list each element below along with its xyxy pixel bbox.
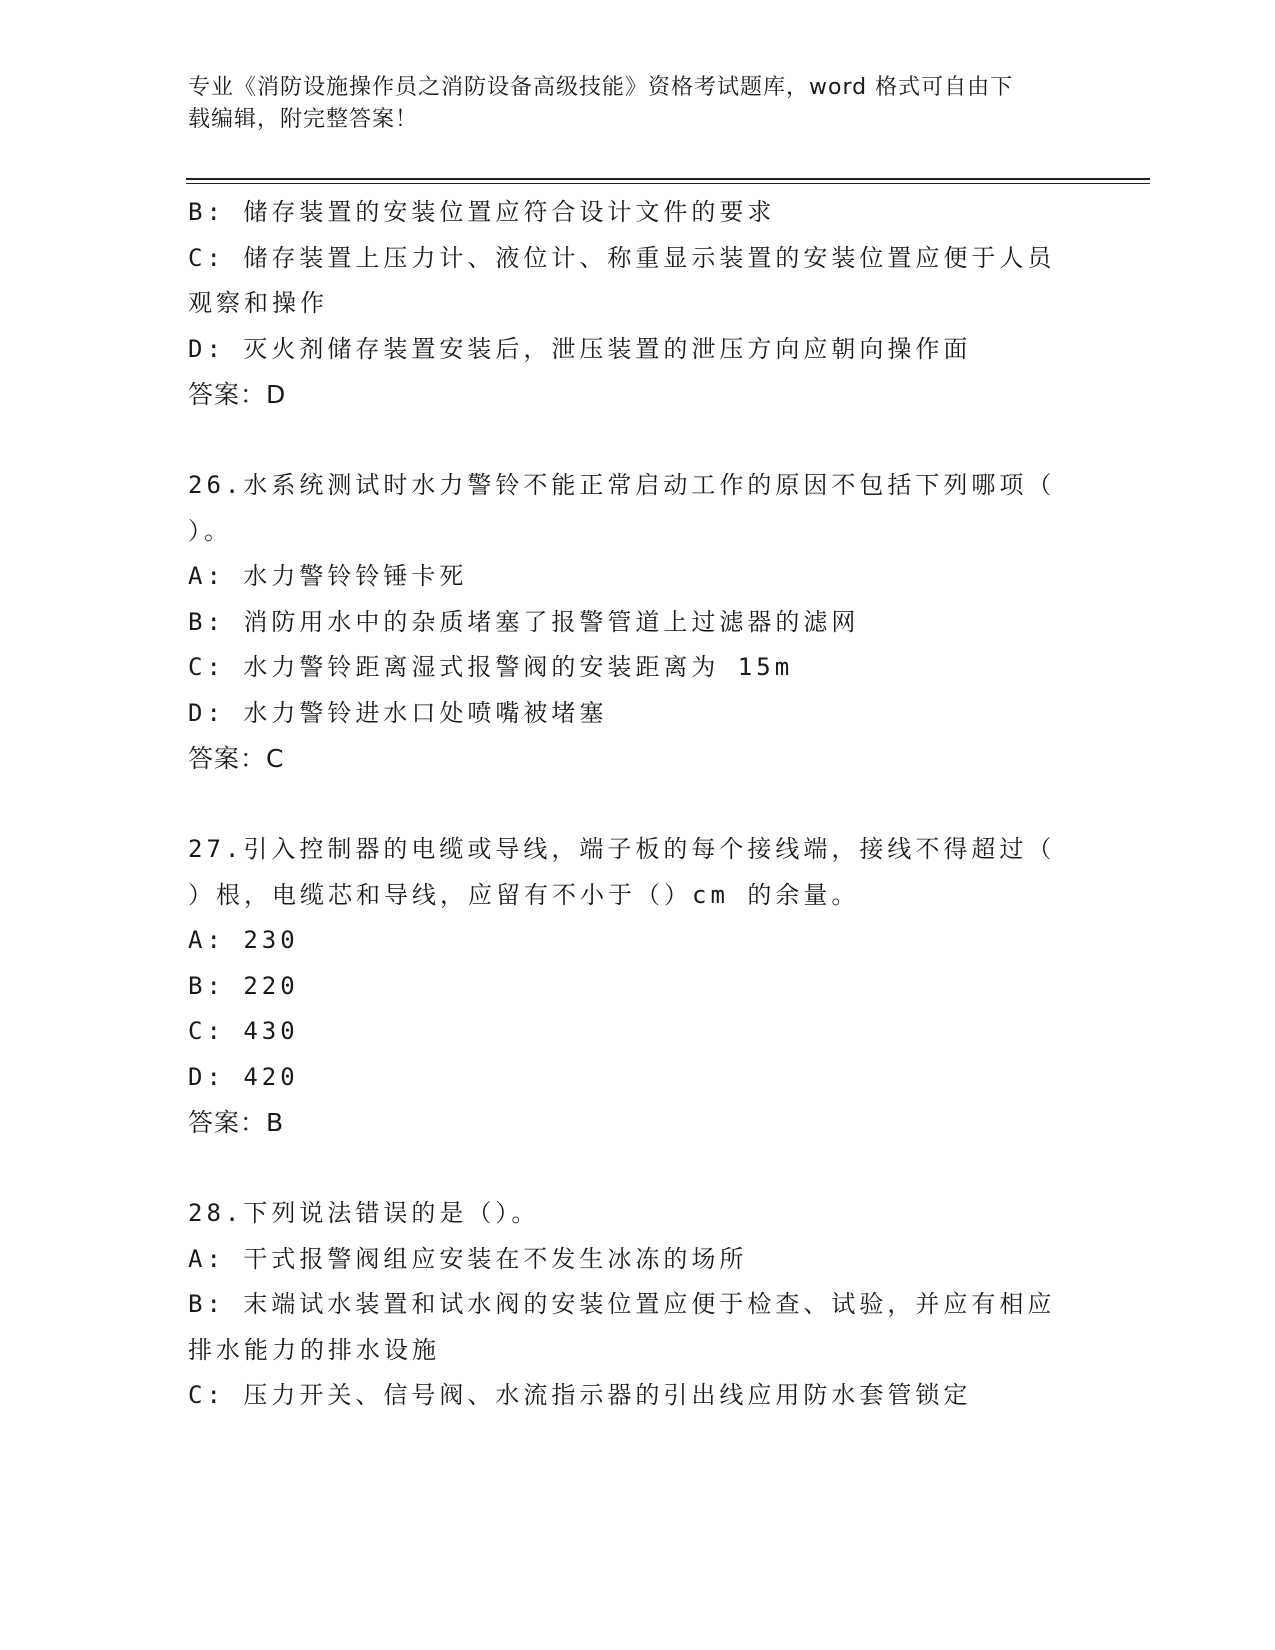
answer: 答案：B — [188, 1108, 285, 1137]
option-d: D: 灭火剂储存装置安装后，泄压装置的泄压方向应朝向操作面 — [188, 334, 972, 363]
option-b-line-1: B: 末端试水装置和试水阀的安装位置应便于检查、试验，并应有相应 — [188, 1290, 1056, 1318]
option-c-line-2: 观察和操作 — [188, 289, 328, 317]
question-26 — [188, 463, 1068, 782]
question-28 — [188, 1191, 1068, 1419]
answer: 答案：D — [188, 380, 287, 409]
option-b: B: 220 — [188, 971, 299, 1000]
option-a: A: 230 — [188, 926, 299, 954]
document-header — [188, 72, 1068, 136]
option-c: C: 压力开关、信号阀、水流指示器的引出线应用防水套管锁定 — [188, 1381, 972, 1409]
option-a: A: 干式报警阀组应安装在不发生冰冻的场所 — [188, 1244, 748, 1273]
option-d: D: 水力警铃进水口处喷嘴被堵塞 — [188, 698, 608, 727]
header-divider-bottom — [186, 183, 1150, 184]
question-content — [188, 190, 1068, 1419]
option-c-line-1: C: 储存装置上压力计、液位计、称重显示装置的安装位置应便于人员 — [188, 243, 1056, 272]
question-27 — [188, 827, 1068, 1146]
question-stem-line-2: ）根，电缆芯和导线，应留有不小于（）cm 的余量。 — [188, 880, 860, 909]
spacer — [188, 1146, 1068, 1192]
question-stem-line-1: 28.下列说法错误的是（）。 — [188, 1199, 540, 1227]
question-25-tail — [188, 190, 1068, 418]
option-c: C: 水力警铃距离湿式报警阀的安装距离为 15m — [188, 653, 794, 681]
spacer — [188, 418, 1068, 464]
option-b: B: 储存装置的安装位置应符合设计文件的要求 — [188, 198, 776, 226]
option-b-line-2: 排水能力的排水设施 — [188, 1335, 440, 1364]
option-b: B: 消防用水中的杂质堵塞了报警管道上过滤器的滤网 — [188, 607, 860, 636]
header-divider-top — [186, 178, 1150, 180]
answer: 答案：C — [188, 744, 285, 773]
option-d: D: 420 — [188, 1062, 299, 1091]
question-stem-line-1: 27.引入控制器的电缆或导线，端子板的每个接线端，接线不得超过（ — [188, 835, 1056, 863]
header-line-2: 载编辑，附完整答案！ — [188, 107, 419, 132]
question-stem-line-2: ）。 — [188, 516, 232, 545]
question-stem-line-1: 26.水系统测试时水力警铃不能正常启动工作的原因不包括下列哪项（ — [188, 471, 1056, 499]
option-a: A: 水力警铃铃锤卡死 — [188, 562, 468, 590]
option-c: C: 430 — [188, 1017, 299, 1045]
header-line-1: 专业《消防设施操作员之消防设备高级技能》资格考试题库，word 格式可自由下 — [188, 75, 1014, 100]
spacer — [188, 782, 1068, 828]
